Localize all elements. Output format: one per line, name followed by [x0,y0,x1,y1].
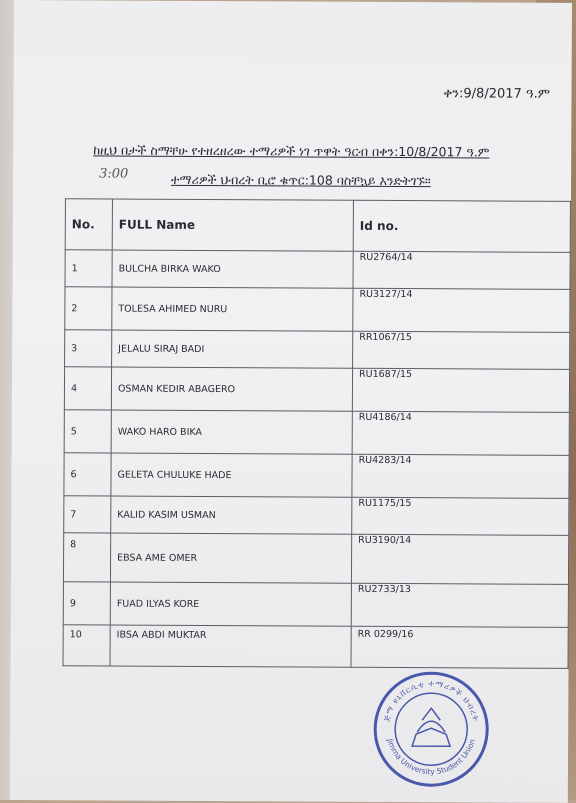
student-name: GELETA CHULUKE HADE [111,453,352,497]
row-number: 3 [65,330,112,367]
student-name: EBSA AME OMER [110,533,351,583]
notice-heading-line2: ተማሪዎች ህብረት ቢሮ ቁጥር:108 ባስቸኳይ እንድትገኙ። [171,171,431,189]
notice-heading-line1: ከዚህ በታች ስማቸሁ የተዘረዘረው ተማሪዎች ነገ ጥዋት ዓርብ በቀን:10/8/2017 ዓ.ም [93,142,490,160]
student-id: RU3127/14 [353,288,570,332]
student-name: KALID KASIM USMAN [111,496,352,534]
row-number: 2 [65,287,112,330]
handwritten-time-note: 3:00 [99,166,129,182]
student-name: IBSA ABDI MUKTAR [110,625,351,667]
student-id: RU4186/14 [352,411,569,455]
student-union-stamp [372,670,491,789]
row-number: 10 [63,625,110,666]
row-number: 5 [64,410,111,453]
table-row [65,250,570,290]
paper-sheet [10,0,572,803]
row-number: 8 [63,533,110,582]
student-name: BULCHA BIRKA WAKO [112,250,353,288]
header-id-no: Id no. [353,200,570,252]
row-number: 9 [63,582,110,625]
student-name: WAKO HARO BIKA [111,410,352,454]
svg-text:ጅማ ዩኒቨርሲቲ ተማሪዎች ህብረት: ጅማ ዩኒቨርሲቲ ተማሪዎች ህብረት [381,679,481,723]
table-row [64,410,569,456]
student-name: FUAD ILYAS KORE [110,582,351,626]
student-id: RU2764/14 [353,251,570,289]
table-row [63,625,568,669]
student-id: RR1067/15 [353,331,570,369]
table-row [65,330,570,370]
row-number: 6 [64,453,111,496]
document-date: ቀን:9/8/2017 ዓ.ም [443,86,550,102]
row-number: 1 [65,250,112,287]
table-row [64,496,569,536]
table-row [65,287,570,333]
row-number: 4 [64,367,111,410]
table-row [63,533,568,585]
student-name: JELALU SIRAJ BADI [112,330,353,368]
student-name: OSMAN KEDIR ABAGERO [111,367,352,411]
svg-text:Jimma University Student Union [385,737,477,777]
table-row [64,453,569,499]
row-number: 7 [64,496,111,533]
student-id: RU3190/14 [351,534,568,584]
table-header-row [65,199,570,253]
table-row [63,582,568,628]
student-id: RR 0299/16 [351,626,568,668]
student-id: RU2733/13 [351,583,568,627]
table-row [64,367,569,413]
header-full-name: FULL Name [112,199,353,251]
stamp-text: Jimma University Student Union [385,737,477,777]
header-no: No. [65,199,112,250]
student-name: TOLESA AHIMED NURU [112,287,353,331]
student-id: RU4283/14 [352,454,569,498]
student-list-table [63,198,571,669]
student-id: RU1687/15 [352,368,569,412]
student-id: RU1175/15 [352,497,569,535]
